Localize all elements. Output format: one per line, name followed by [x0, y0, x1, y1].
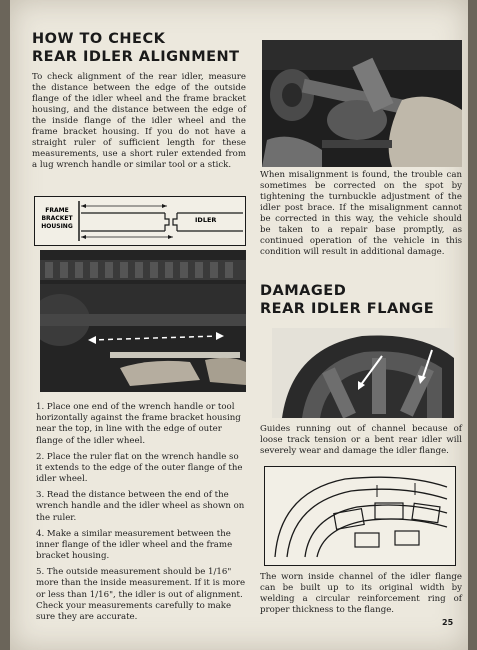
- guides-paragraph: Guides running out of channel because of loose track tension or a bent rear idler will severely wear and damage the idler flange.: [260, 424, 462, 456]
- manual-page: [10, 0, 468, 650]
- left-column: [32, 30, 246, 171]
- step-5: 5. The outside measurement should be 1/16" more than the inside measurement. If it is more or less than 1/16", the idler is out of alignment. Check your measurements carefully to make sure they are accurate.: [36, 567, 246, 622]
- step-2: 2. Place the ruler flat on the wrench handle so it extends to the edge of the outer flange of the idler wheel.: [36, 451, 243, 485]
- worn-channel-diagram: [264, 466, 456, 566]
- measurement-photo-drawing: [40, 250, 246, 392]
- intro-paragraph: To check alignment of the rear idler, measure the distance between the edge of the outside flange of the idler wheel and the frame bracket housing, and the distance between the edge of the inside flange of the idler wheel and the frame bracket housing. If you do not have a straight ruler of sufficient length for these measurements, use a short ruler extended from a lug wrench handle or similar tool or a stick.: [32, 72, 246, 171]
- measurement-photo: [40, 250, 246, 392]
- turnbuckle-photo: [262, 40, 462, 167]
- alignment-diagram: [34, 196, 246, 246]
- turnbuckle-photo-drawing: [262, 40, 462, 167]
- idler-label: IDLER: [195, 216, 217, 224]
- worn-channel-drawing: [265, 467, 455, 565]
- damaged-flange-photo: [272, 328, 454, 418]
- section-title-damaged-flange: DAMAGED REAR IDLER FLANGE: [260, 283, 435, 318]
- step-4: 4. Make a similar measurement between the inner flange of the idler wheel and the frame bracket housing.: [36, 528, 233, 562]
- damaged-flange-photo-drawing: [272, 328, 454, 418]
- steps-list: [36, 402, 246, 628]
- step-3: 3. Read the distance between the end of the wrench handle and the idler wheel as shown on the ruler.: [36, 490, 245, 523]
- worn-channel-paragraph: The worn inside channel of the idler flange can be built up to its original width by welding a circular reinforcement ring of proper thickness to the flange.: [260, 572, 462, 615]
- misalignment-paragraph: When misalignment is found, the trouble can sometimes be corrected on the spot by tightening the turnbuckle adjustment of the idler post brace. If the misalignment cannot be corrected in this way, the vehicle should be taken to a repair base promptly, as continued operation of the vehicle in this condition will result in additional damage.: [260, 170, 462, 257]
- step-1: 1. Place one end of the wrench handle or tool horizontally against the frame bracket housing near the top, in line with the edge of outer flange of the idler wheel.: [36, 402, 241, 446]
- frame-bracket-housing-label: FRAME BRACKET HOUSING: [41, 207, 73, 231]
- section-title-alignment: HOW TO CHECK REAR IDLER ALIGNMENT: [32, 31, 240, 66]
- page-number: 25: [442, 618, 454, 627]
